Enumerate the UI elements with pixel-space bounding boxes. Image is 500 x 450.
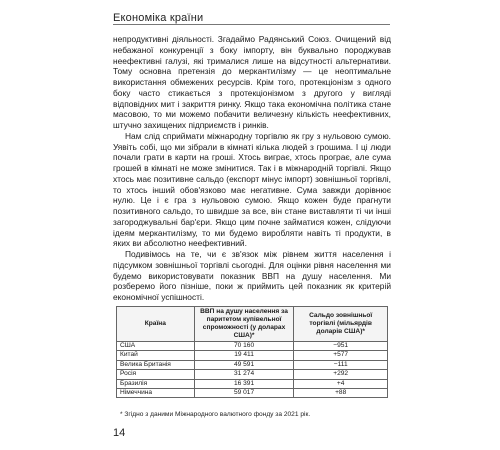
cell-gdp: 49 591 [194,360,294,369]
cell-balance: +292 [294,370,388,379]
table-row [117,351,388,360]
cell-country: Китай [117,351,195,360]
cell-balance: +88 [294,389,388,398]
chapter-title: Економіка країни [113,12,204,24]
body-text [113,34,391,303]
cell-gdp: 59 017 [194,389,294,398]
paragraph: непродуктивні діяльності. Згадаймо Радянський Союз. Очищений від небажаної конкуренції з боку імпорту, він буквально породжував неефективні галузі, які трималися лише на відсутності альтернативи. Тому основна претензія до меркантилізму — це неоптимальне використання обмежених ресурсів. Крім того, протекціонізм з одного боку часто стикається з протекціонізмом з другого у вигляді відповідних мит і закриття ринку. Якщо така економічна політика стане масовою, то ми можемо побачити величезну кількість неефективних, штучно захищених підприємств і ринків. [113,34,391,130]
page-number: 14 [113,427,126,439]
gdp-trade-table [116,306,388,398]
cell-balance: −111 [294,360,388,369]
column-header-country: Країна [117,307,195,342]
table-row [117,360,388,369]
column-header-balance: Сальдо зовнішньої торгівлі (мільярдів доларів США)* [294,307,388,342]
table-row [117,342,388,351]
table-row [117,379,388,388]
cell-balance: +577 [294,351,388,360]
paragraph: Нам слід сприймати міжнародну торгівлю як гру з нульовою сумою. Уявіть собі, що ми зібрали в кімнаті кілька людей з грошима. І ці люди почали грати в карти на гроші. Хтось виграє, хтось програє, але сума грошей в кімнаті не може змінитися. Так і в міжнародній торгівлі. Якщо хтось має позитивне сальдо (експорт мінус імпорт) зовнішньої торгівлі, то хтось інший обов'язково має негативне. Сума завжди дорівнює нулю. Це і є гра з нульовою сумою. Якщо кожен буде прагнути позитивного сальдо, то швидше за все, він стане виставляти ті чи інші загороджувальні бар'єри. Якщо цим почне займатися кожен, слідуючи ідеям меркантилізму, то ми будемо виробляти навіть ті продукти, в яких ви абсолютно неефективний. [113,130,391,249]
cell-gdp: 70 160 [194,342,294,351]
running-header [113,8,390,25]
table-header-row [117,307,388,342]
cell-country: Бразилія [117,379,195,388]
cell-country: Велика Британія [117,360,195,369]
cell-gdp: 16 391 [194,379,294,388]
cell-balance: +4 [294,379,388,388]
footnote: * Згідно з даними Міжнародного валютного фонду за 2021 рік. [120,411,311,418]
cell-gdp: 19 411 [194,351,294,360]
paragraph: Подивімось на те, чи є зв'язок між рівнем життя населення і підсумком зовнішньої торгівлі сьогодні. Для оцінки рівня населення ми будемо використовувати показник ВВП на душу населення. Ми розберемо його пізніше, поки ж приймить цей показник як критерій економічної успішності. [113,249,391,302]
table-row [117,389,388,398]
cell-gdp: 31 274 [194,370,294,379]
column-header-gdp: ВВП на душу населення за паритетом купівельної спроможності (у доларах США)* [194,307,294,342]
table-row [117,370,388,379]
cell-country: США [117,342,195,351]
cell-country: Німеччина [117,389,195,398]
cell-country: Росія [117,370,195,379]
cell-balance: −951 [294,342,388,351]
